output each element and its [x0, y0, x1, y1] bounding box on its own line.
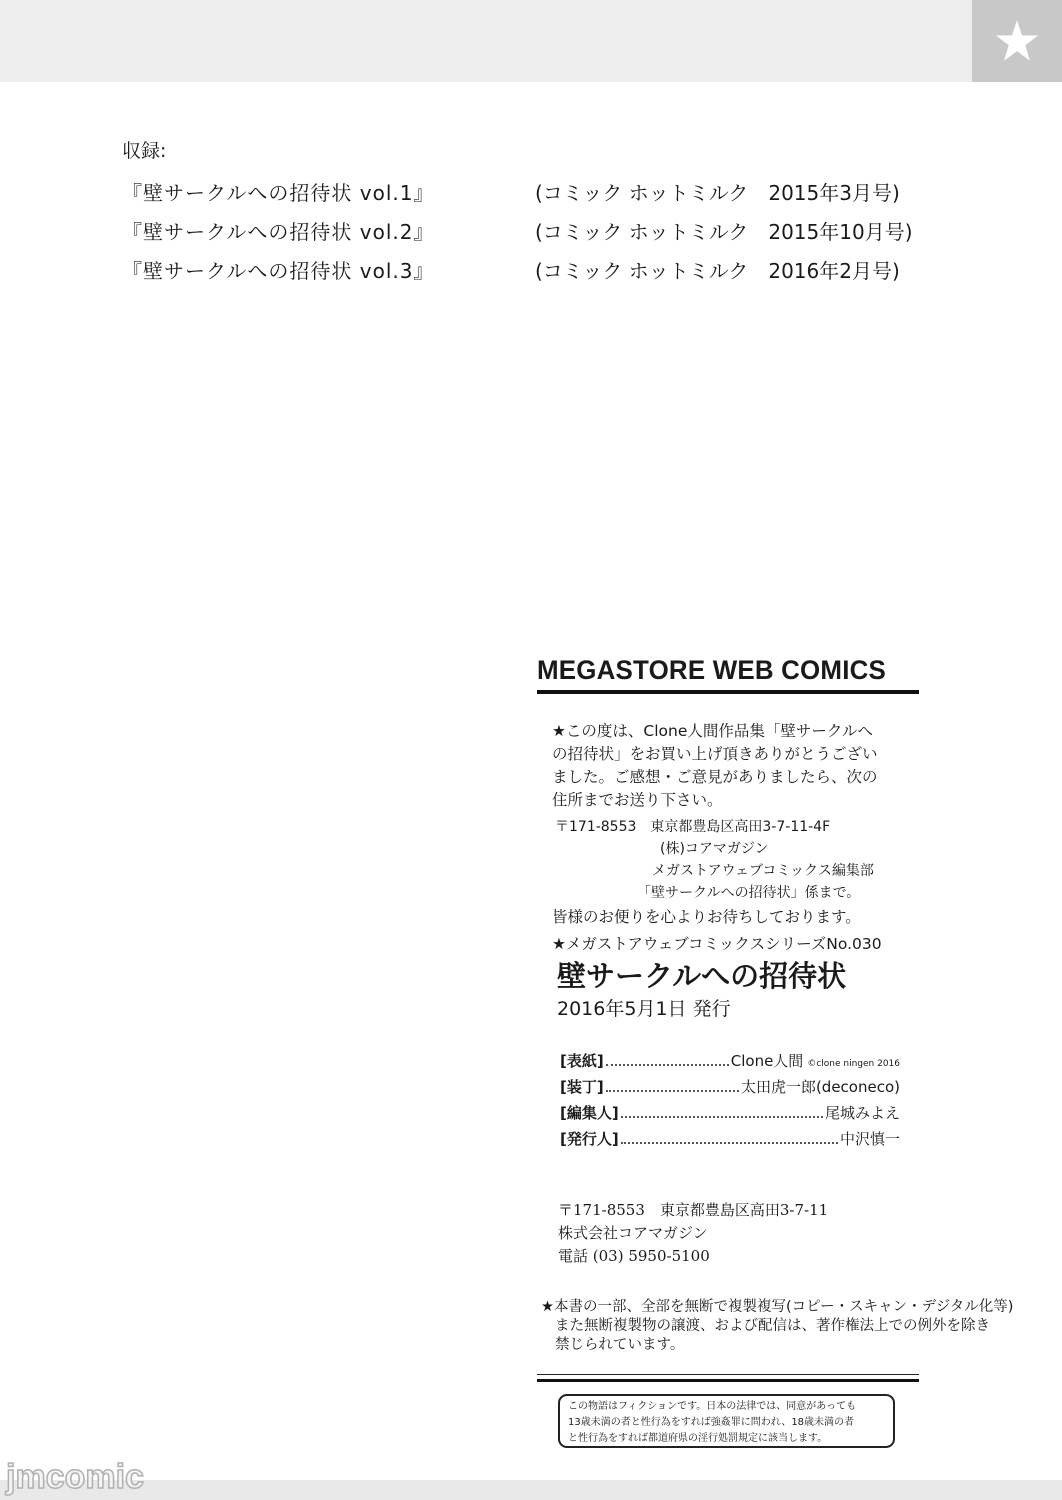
- contents-work-title: 『壁サークルへの招待状 vol.1』: [122, 181, 435, 205]
- legal-disclaimer-box: [558, 1394, 895, 1448]
- brand-rule: [537, 690, 919, 694]
- credit-row: [560, 1128, 900, 1154]
- credit-name: 太田虎一郎(deconeco): [740, 1078, 900, 1096]
- credit-name: 中沢慎一: [839, 1130, 900, 1148]
- reader-address: [555, 816, 874, 904]
- thanks-line: ました。ご感想・ご意見がありましたら、次の: [552, 768, 878, 786]
- notice-line: ★本書の一部、全部を無断で複製複写(コピー・スキャン・デジタル化等): [541, 1299, 1014, 1315]
- notice-line: 禁じられています。: [555, 1337, 685, 1353]
- leader-dots: [606, 1090, 739, 1092]
- contents-item: [122, 255, 900, 294]
- publisher-phone: 電話 (03) 5950-5100: [558, 1247, 710, 1265]
- credit-role: [編集人]: [560, 1104, 619, 1122]
- top-band: [0, 0, 1062, 82]
- colophon-header: [537, 655, 919, 694]
- credit-copyright: ©clone ningen 2016: [807, 1059, 900, 1069]
- star-icon: [994, 18, 1040, 64]
- thanks-line: ★この度は、Clone人間作品集「壁サークルへ: [552, 722, 873, 740]
- legal-line: 13歳未満の者と性行為をすれば強姦罪に問われ、18歳未満の者: [568, 1417, 855, 1428]
- reader-address-line: (株)コアマガジン: [660, 841, 769, 857]
- corner-star-box: [972, 0, 1062, 82]
- notice-line: また無断複製物の譲渡、および配信は、著作権法上での例外を除き: [555, 1318, 990, 1334]
- book-title: 壁サークルへの招待状: [557, 959, 847, 993]
- contents-work-source: (コミック ホットミルク 2015年3月号): [535, 181, 900, 205]
- leader-dots: [621, 1116, 823, 1118]
- credit-role: [表紙]: [560, 1052, 604, 1070]
- reader-address-line: メガストアウェブコミックス編集部: [652, 863, 874, 879]
- credit-role: [装丁]: [560, 1078, 604, 1096]
- leader-dots: [621, 1142, 838, 1144]
- thanks-line: 住所までお送り下さい。: [552, 791, 723, 809]
- leader-dots: [606, 1064, 729, 1066]
- credit-row: [560, 1076, 900, 1102]
- brand-logo: MEGASTORE WEB COMICS: [537, 655, 886, 685]
- divider-thin: [537, 1374, 919, 1375]
- contents-work-title: 『壁サークルへの招待状 vol.2』: [122, 220, 435, 244]
- publisher-info: [558, 1199, 828, 1268]
- contents-item: [122, 177, 900, 216]
- contents-work-source: (コミック ホットミルク 2016年2月号): [535, 259, 900, 283]
- credit-row: [560, 1102, 900, 1128]
- legal-line: この物語はフィクションです。日本の法律では、同意があっても: [568, 1401, 857, 1412]
- copyright-notice: [541, 1298, 1013, 1355]
- credit-role: [発行人]: [560, 1130, 619, 1148]
- reader-address-line: 〒171-8553 東京都豊島区高田3-7-11-4F: [555, 819, 831, 835]
- series-label: ★メガストアウェブコミックスシリーズNo.030: [552, 935, 882, 953]
- credit-name: 尾城みよえ: [824, 1104, 900, 1122]
- publisher-company: 株式会社コアマガジン: [558, 1224, 708, 1242]
- reader-address-line: 「壁サークルへの招待状」係まで。: [637, 885, 861, 901]
- contents-work-source: (コミック ホットミルク 2015年10月号): [535, 220, 913, 244]
- contents-work-title: 『壁サークルへの招待状 vol.3』: [122, 259, 435, 283]
- credits-list: [560, 1050, 900, 1154]
- thanks-message: [552, 720, 878, 812]
- credit-row: [560, 1050, 900, 1076]
- legal-line: と性行為をすれば都道府県の淫行処罰規定に該当します。: [568, 1433, 828, 1444]
- publisher-address: 〒171-8553 東京都豊島区高田3-7-11: [558, 1201, 829, 1219]
- watermark-logo: [4, 1452, 204, 1498]
- release-date: 2016年5月1日 発行: [557, 998, 731, 1020]
- await-message: 皆様のお便りを心よりお待ちしております。: [552, 908, 861, 926]
- thanks-line: の招待状」をお買い上げ頂きありがとうござい: [552, 745, 878, 763]
- contents-section: [122, 136, 913, 294]
- contents-heading: 収録:: [122, 140, 167, 162]
- contents-item: [122, 216, 913, 255]
- watermark-text: jmcomic: [6, 1458, 144, 1496]
- credit-name: Clone人間: [730, 1052, 804, 1070]
- divider-thick: [537, 1379, 919, 1382]
